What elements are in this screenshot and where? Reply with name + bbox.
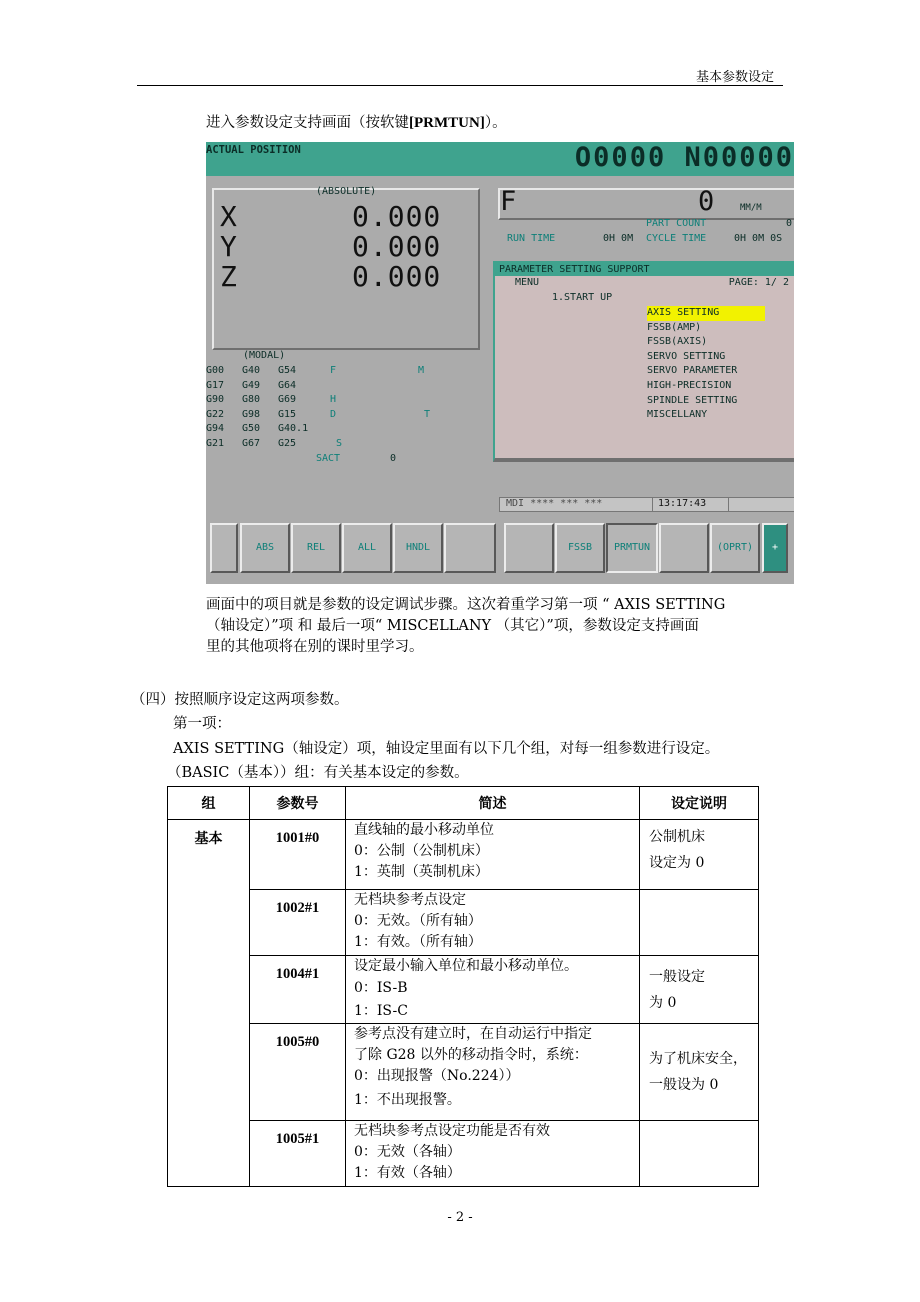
run-time-value: 0H 0M [603, 233, 634, 244]
softkey-abs[interactable]: ABS [240, 523, 290, 573]
softkey-blank[interactable] [444, 523, 496, 573]
explanation-paragraph [206, 595, 796, 658]
group-cell: 基本 [168, 820, 250, 1187]
param-number: 1005#0 [250, 1024, 346, 1121]
param-description: 参考点没有建立时，在自动运行中指定 了除 G28 以外的移动指令时，系统： 0：出现报警（No.224）） 1：不出现报警。 [346, 1024, 640, 1121]
table-row [168, 890, 759, 956]
absolute-header: (ABSOLUTE) [316, 186, 377, 197]
section-heading: （四）按照顺序设定这两项参数。 [131, 692, 349, 708]
cycle-time-value: 0H 0M 0S [734, 233, 783, 244]
header-rule [137, 85, 783, 86]
softkey-blank-left[interactable] [210, 523, 238, 573]
param-description: 设定最小输入单位和最小移动单位。 0：IS-B 1：IS-C [346, 956, 640, 1024]
feed-label: F [500, 186, 517, 217]
param-number: 1001#0 [250, 820, 346, 890]
axis-value: 0.000 [352, 260, 442, 293]
softkey-prmtun[interactable]: PRMTUN [606, 523, 658, 573]
intro-key: [PRMTUN] [409, 115, 485, 131]
param-number: 1004#1 [250, 956, 346, 1024]
col-header-group: 组 [168, 787, 250, 820]
parameter-table [167, 786, 759, 1187]
page-indicator: PAGE: 1/ 2 [728, 277, 789, 288]
col-header-param-number: 参数号 [250, 787, 346, 820]
softkey-next-plus[interactable]: + [762, 523, 788, 573]
softkey-oprt[interactable]: (OPRT) [710, 523, 760, 573]
menu-item-high-precision[interactable]: HIGH-PRECISION [647, 379, 732, 391]
status-mode: MDI **** *** *** [506, 498, 603, 509]
softkey-rel[interactable]: REL [291, 523, 341, 573]
menu-item-fssb-axis[interactable]: FSSB(AXIS) [647, 336, 708, 348]
modal-row: G90 G80 G69 H [206, 394, 337, 406]
param-number: 1005#1 [250, 1121, 346, 1187]
run-time-label: RUN TIME [507, 233, 556, 244]
param-description: 直线轴的最小移动单位 0：公制（公制机床） 1：英制（英制机床） [346, 820, 640, 890]
intro-line [206, 113, 507, 134]
softkey-blank[interactable] [504, 523, 554, 573]
softkey-blank[interactable] [659, 523, 709, 573]
col-header-setting-note: 设定说明 [640, 787, 759, 820]
table-row [168, 1024, 759, 1121]
menu-item-servo-parameter[interactable]: SERVO PARAMETER [647, 365, 738, 377]
part-count-label: PART COUNT [646, 218, 707, 229]
axis-name: X [220, 200, 237, 233]
param-setting-note: 为了机床安全， 一般设为 0 [640, 1024, 759, 1121]
cnc-screen-title: ACTUAL POSITION [206, 144, 301, 156]
sact-label: SACT [316, 453, 341, 464]
menu-item-fssb-amp[interactable]: FSSB(AMP) [647, 321, 702, 333]
basic-group-line: （BASIC（基本））组：有关基本设定的参数。 [167, 765, 469, 781]
modal-row: G17 G49 G64 [206, 379, 297, 391]
table-row [168, 956, 759, 1024]
setup-title: PARAMETER SETTING SUPPORT [495, 263, 794, 276]
menu-item-servo-setting[interactable]: SERVO SETTING [647, 350, 726, 362]
softkey-hndl[interactable]: HNDL [393, 523, 443, 573]
param-description: 无档块参考点设定功能是否有效 0：无效（各轴） 1：有效（各轴） [346, 1121, 640, 1187]
paragraph-line: 里的其他项将在别的课时里学习。 [206, 639, 424, 655]
status-clock: 13:17:43 [658, 498, 707, 509]
setup-menu-list [647, 306, 765, 423]
part-count-value: 0 [786, 218, 793, 229]
axis-value: 0.000 [352, 230, 442, 263]
modal-codes [206, 364, 430, 452]
param-setting-note [640, 890, 759, 956]
cycle-time-label: CYCLE TIME [646, 233, 707, 244]
status-bar [499, 497, 794, 512]
paragraph-line: （轴设定）”项 和 最后一项“ MISCELLANY （其它）”项，参数设定支持画面 [206, 618, 699, 634]
modal-row: G00 G40 G54 F M [206, 365, 425, 376]
table-row [168, 820, 759, 890]
start-up-item[interactable]: 1.START UP [552, 292, 613, 303]
menu-item-miscellany[interactable]: MISCELLANY [647, 409, 708, 421]
paragraph-line: 画面中的项目就是参数的设定调试步骤。这次着重学习第一项 “ AXIS SETTING [206, 597, 726, 613]
feed-unit: MM/M [740, 203, 762, 213]
softkey-all[interactable]: ALL [342, 523, 392, 573]
menu-label: MENU [515, 277, 540, 288]
program-number: O0000 N00000 [574, 142, 794, 173]
page-number: - 2 - [447, 1210, 473, 1225]
cnc-screen [206, 142, 794, 584]
sact-value: 0 [390, 453, 397, 464]
axis-name: Z [220, 260, 237, 293]
intro-suffix: ）。 [484, 115, 507, 131]
col-header-description: 简述 [346, 787, 640, 820]
axis-setting-line: AXIS SETTING（轴设定）项，轴设定里面有以下几个组，对每一组参数进行设定。 [173, 741, 720, 757]
intro-prefix: 进入参数设定支持画面（按软键 [206, 115, 409, 131]
param-setting-note: 公制机床 设定为 0 [640, 820, 759, 890]
modal-row: G94 G50 G40.1 [206, 423, 309, 435]
menu-item-axis-setting[interactable]: AXIS SETTING [647, 306, 765, 321]
table-header-row [168, 787, 759, 820]
param-number: 1002#1 [250, 890, 346, 956]
param-setting-note: 一般设定 为 0 [640, 956, 759, 1024]
axis-value: 0.000 [352, 200, 442, 233]
menu-item-spindle-setting[interactable]: SPINDLE SETTING [647, 394, 738, 406]
axis-name: Y [220, 230, 237, 263]
param-setting-note [640, 1121, 759, 1187]
feed-value: 0 [698, 186, 715, 217]
item-heading: 第一项： [173, 716, 231, 732]
parameter-setting-support-window [493, 261, 794, 462]
softkey-fssb[interactable]: FSSB [555, 523, 605, 573]
table-row [168, 1121, 759, 1187]
param-description: 无档块参考点设定 0：无效。（所有轴） 1：有效。（所有轴） [346, 890, 640, 956]
modal-row: G22 G98 G15 D T [206, 408, 431, 420]
modal-header: (MODAL) [243, 350, 286, 361]
page-header-title: 基本参数设定 [695, 70, 774, 85]
modal-row: G21 G67 G25 S [206, 437, 343, 449]
